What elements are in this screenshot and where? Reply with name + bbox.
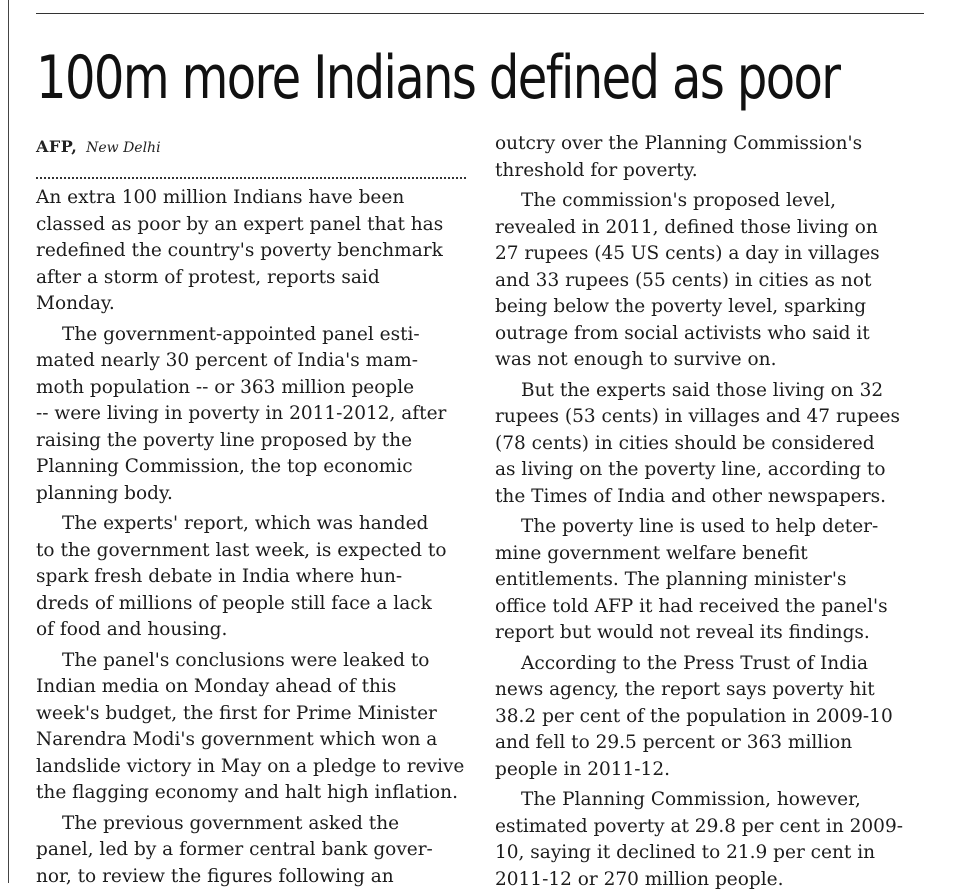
text-line: The panel's conclusions were leaked to [36,648,476,675]
byline-divider [36,177,466,179]
text-line: and 33 rupees (55 cents) in cities as not [495,268,935,295]
text-line: outrage from social activists who said it [495,321,935,348]
text-line: report but would not reveal its findings. [495,620,935,647]
text-line: -- were living in poverty in 2011-2012, after [36,401,476,428]
text-line: redefined the country's poverty benchmark [36,238,476,265]
article-paragraph [36,322,476,508]
text-line: and fell to 29.5 percent or 363 million [495,730,935,757]
text-line: outcry over the Planning Commission's [495,131,935,158]
byline-agency: AFP, [36,137,77,156]
article-column-1 [36,185,476,890]
article-paragraph [495,651,935,784]
text-line: 27 rupees (45 US cents) a day in villages [495,241,935,268]
text-line: being below the poverty level, sparking [495,294,935,321]
article-column-2 [495,131,935,893]
article-paragraph [36,648,476,807]
text-line: 38.2 per cent of the population in 2009-10 [495,704,935,731]
text-line: week's budget, the first for Prime Minister [36,701,476,728]
text-line: Monday. [36,291,476,318]
article-paragraph [495,188,935,374]
text-line: of food and housing. [36,617,476,644]
text-line: moth population -- or 363 million people [36,375,476,402]
text-line: nor, to review the figures following an [36,864,476,891]
text-line: revealed in 2011, defined those living on [495,215,935,242]
text-line: the Times of India and other newspapers. [495,484,935,511]
text-line: dreds of millions of people still face a lack [36,591,476,618]
text-line: The commission's proposed level, [495,188,935,215]
text-line: classed as poor by an expert panel that has [36,212,476,239]
text-line: mated nearly 30 percent of India's mam- [36,348,476,375]
text-line: threshold for poverty. [495,158,935,185]
text-line: people in 2011-12. [495,757,935,784]
text-line: Narendra Modi's government which won a [36,727,476,754]
article-paragraph [495,378,935,511]
text-line: panel, led by a former central bank gover- [36,837,476,864]
text-line: after a storm of protest, reports said [36,265,476,292]
text-line: spark fresh debate in India where hun- [36,564,476,591]
text-line: was not enough to survive on. [495,347,935,374]
text-line: the flagging economy and halt high inflation. [36,780,476,807]
article-paragraph [495,514,935,647]
article-paragraph [495,131,935,184]
text-line: planning body. [36,481,476,508]
top-rule [36,13,924,14]
text-line: (78 cents) in cities should be considered [495,431,935,458]
text-line: mine government welfare benefit [495,541,935,568]
article-paragraph [36,511,476,644]
text-line: estimated poverty at 29.8 per cent in 2009- [495,814,935,841]
byline-place: New Delhi [86,140,160,156]
article-paragraph [36,185,476,318]
text-line: as living on the poverty line, according to [495,457,935,484]
headline: 100m more Indians defined as poor [36,38,756,118]
text-line: to the government last week, is expected to [36,538,476,565]
text-line: Indian media on Monday ahead of this [36,674,476,701]
text-line: landslide victory in May on a pledge to revive [36,754,476,781]
text-line: The Planning Commission, however, [495,787,935,814]
text-line: 2011-12 or 270 million people. [495,867,935,893]
text-line: An extra 100 million Indians have been [36,185,476,212]
text-line: The poverty line is used to help deter- [495,514,935,541]
text-line: rupees (53 cents) in villages and 47 rupees [495,404,935,431]
article-paragraph [495,787,935,893]
text-line: According to the Press Trust of India [495,651,935,678]
article-paragraph [36,811,476,891]
text-line: Planning Commission, the top economic [36,454,476,481]
text-line: news agency, the report says poverty hit [495,677,935,704]
left-border-rule [8,0,9,883]
text-line: But the experts said those living on 32 [495,378,935,405]
text-line: The government-appointed panel esti- [36,322,476,349]
text-line: office told AFP it had received the panel's [495,594,935,621]
text-line: 10, saying it declined to 21.9 per cent in [495,840,935,867]
text-line: The experts' report, which was handed [36,511,476,538]
text-line: The previous government asked the [36,811,476,838]
text-line: entitlements. The planning minister's [495,567,935,594]
byline [36,136,161,159]
text-line: raising the poverty line proposed by the [36,428,476,455]
